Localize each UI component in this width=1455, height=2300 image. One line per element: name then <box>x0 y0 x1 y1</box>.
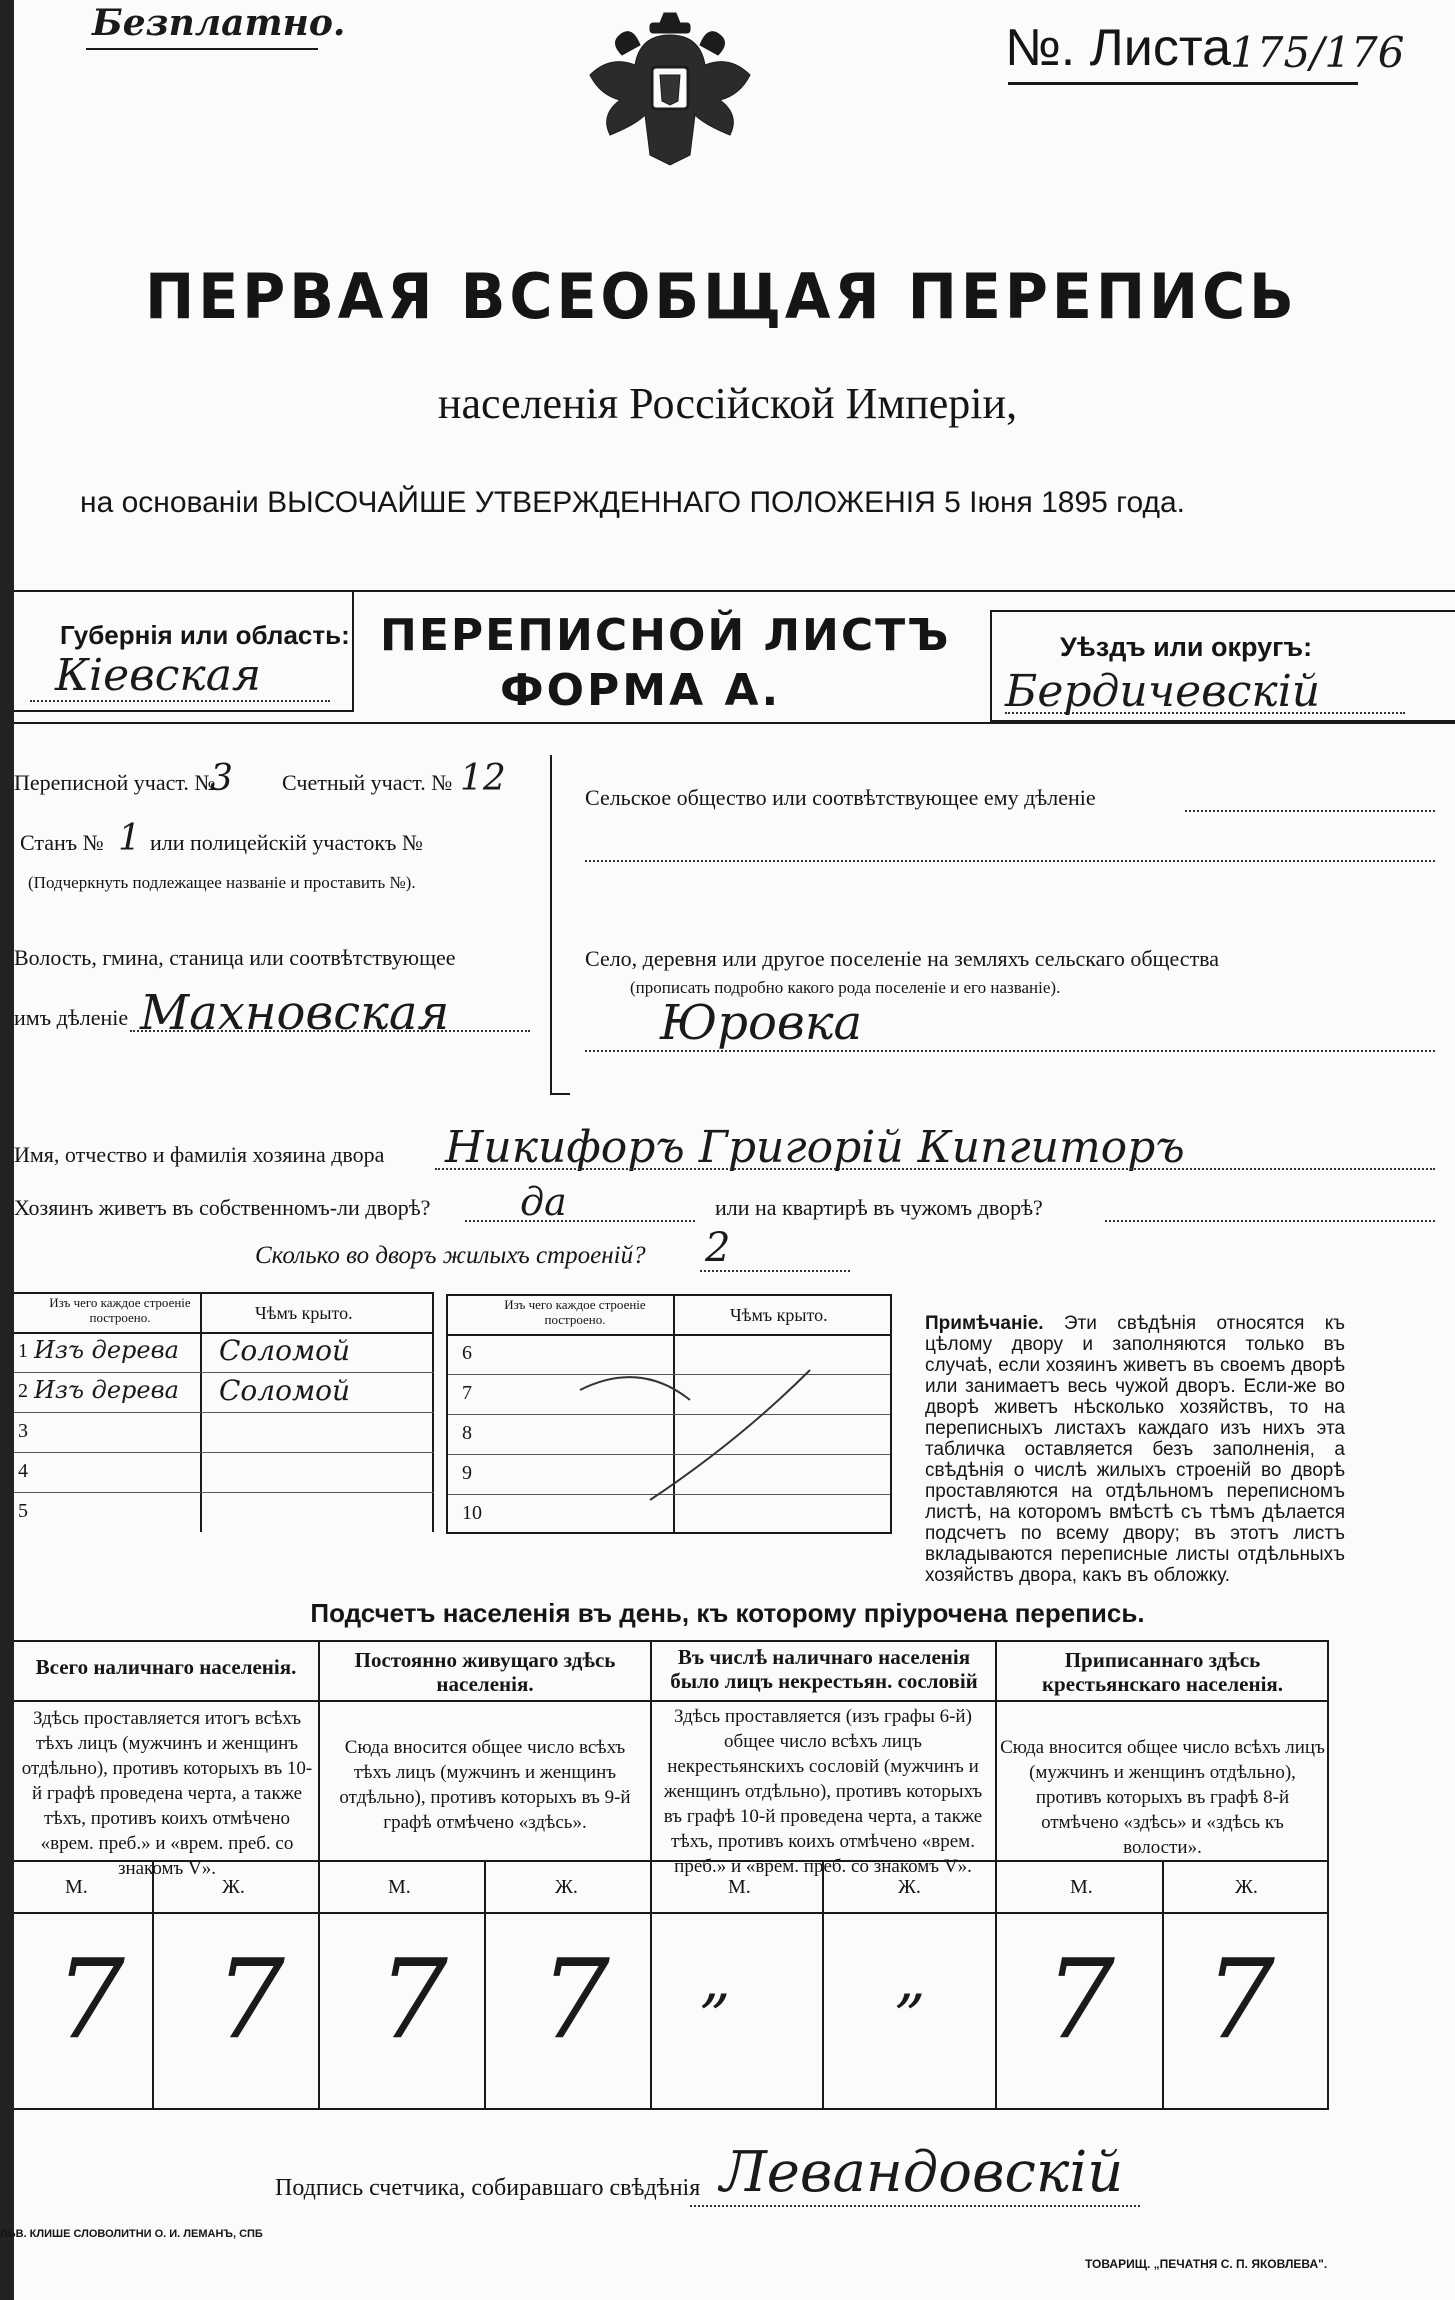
count-m-2: 7 <box>378 1935 448 2063</box>
count-m-3: „ <box>700 1945 732 2015</box>
count-sub-divider-4 <box>1162 1860 1164 2110</box>
bt-col-roof-2: Чѣмъ крыто. <box>730 1305 828 1325</box>
count-f-2: 7 <box>540 1935 610 2063</box>
selo-note: (прописать подробно какого рода поселеніе и его названіе). <box>630 978 1061 997</box>
form-title: ПЕРЕПИСНОЙ ЛИСТЪ <box>380 610 951 661</box>
count-desc-3: Здѣсь проставляется (изъ графы 6-й) общее число всѣхъ лицъ некрестьянскихъ сословій (мужчинъ и женщинъ отдѣльно), противъ которыхъ въ графѣ 10-й проведена черта, а также тѣхъ, противъ коихъ отмѣчено «врем. преб.» и «врем. преб. со знакомъ V». <box>663 1706 983 1877</box>
count-desc-1: Здѣсь проставляется итогъ всѣхъ тѣхъ лицъ (мужчинъ и женщинъ отдѣльно), противъ которыхъ въ 10-й графѣ проведена черта, а также тѣхъ, противъ коихъ отмѣчено «врем. преб.» и «врем. преб. со знакомъ V». <box>21 1708 313 1879</box>
row-number: 2 <box>18 1380 28 1402</box>
basis-line: на основаніи ВЫСОЧАЙШЕ УТВЕРЖДЕННАГО ПОЛОЖЕНІЯ 5 Іюня 1895 года. <box>80 486 1186 519</box>
stan-value: 1 <box>118 818 141 859</box>
bt-col-material-2: Изъ чего каждое строеніе построено. <box>504 1297 646 1327</box>
free-label: Безплатно. <box>92 2 346 44</box>
volost-label: Волость, гмина, станица или соотвѣтствующее <box>14 945 456 970</box>
printer-left: ЛЬВ. КЛИШЕ СЛОВОЛИТНИ О. И. ЛЕМАНЪ, СПБ <box>0 2228 263 2240</box>
row-material: Изъ дерева <box>34 1336 179 1364</box>
uezd-value: Бердичевскій <box>1005 666 1321 717</box>
f-label-1: Ж. <box>222 1876 245 1898</box>
count-head-2: Постоянно живущаго здѣсь населенія. <box>354 1648 616 1696</box>
bt-col-material: Изъ чего каждое строеніе построено. <box>49 1295 191 1325</box>
count-head-3: Въ числѣ наличнаго населенія было лицъ некрестьян. сословій <box>670 1645 978 1693</box>
fields-divider <box>550 755 552 1095</box>
stan-label: Станъ № <box>20 830 104 855</box>
row-number: 3 <box>18 1420 28 1442</box>
note-text: Эти свѣдѣнія относятся къ цѣлому двору и заполняются только въ случаѣ, если хозяинъ живетъ въ своемъ дворѣ или занимаетъ весь чужой дворъ. Если-же во дворѣ живетъ нѣсколько хозяйствъ, то на переписныхъ листахъ каждаго изъ нихъ эта табличка оставляется безъ заполненія, а свѣдѣнія о числѣ жилыхъ строеній во дворѣ проставляются на отдѣльномъ переписномъ листѣ, на которомъ вмѣстѣ съ тѣмъ дѣлается подсчетъ по всему двору; въ этотъ листъ вкладываются переписные листы отдѣльныхъ хозяйствъ двора, какъ въ обложку. <box>925 1313 1345 1586</box>
count-desc-4: Сюда вносится общее число всѣхъ лицъ (мужчинъ и женщинъ отдѣльно), противъ которыхъ въ графѣ 8-й отмѣчено «здѣсь» и «здѣсь къ волости». <box>1000 1737 1325 1858</box>
count-desc-2: Сюда вносится общее число всѣхъ тѣхъ лицъ (мужчинъ и женщинъ отдѣльно), противъ которыхъ въ 9-й графѣ отмѣчено «здѣсь». <box>339 1737 631 1833</box>
header-bottom-rule <box>14 722 1455 724</box>
table-row <box>14 1372 434 1413</box>
free-underline <box>86 48 318 50</box>
uezd-label: Уѣздъ или округъ: <box>1060 632 1313 662</box>
count-f-1: 7 <box>215 1935 285 2063</box>
sheet-number-underline <box>1008 82 1358 85</box>
count-head-1: Всего наличнаго населенія. <box>35 1655 297 1679</box>
table-row <box>14 1452 434 1493</box>
signature-dots <box>690 2205 1140 2207</box>
selo-value: Юровка <box>660 995 863 1051</box>
police-label: или полицейскій участокъ № <box>150 830 423 855</box>
gubernia-dots <box>30 700 330 702</box>
volost-dots <box>130 1030 530 1032</box>
bt-col-roof: Чѣмъ крыто. <box>255 1303 353 1323</box>
rent-dots <box>1105 1220 1435 1222</box>
buildings-dots <box>700 1270 850 1272</box>
row-roof: Соломой <box>219 1374 351 1407</box>
count-f-3: „ <box>895 1945 927 2015</box>
row-number: 6 <box>462 1342 472 1364</box>
selo-dots <box>585 1050 1435 1052</box>
count-sub-divider-1 <box>152 1860 154 2110</box>
count-sub-divider-2 <box>484 1860 486 2110</box>
divider-tick <box>550 1093 570 1095</box>
society-dots-2 <box>585 860 1435 862</box>
note-title: Примѣчаніе. <box>925 1313 1044 1334</box>
row-number: 7 <box>462 1382 472 1404</box>
count-head-4: Приписаннаго здѣсь крестьянскаго населенія. <box>1041 1648 1284 1696</box>
page-subtitle: населенія Россійской Имперіи, <box>437 379 1018 428</box>
f-label-3: Ж. <box>898 1876 921 1898</box>
own-yard-dots <box>465 1220 695 1222</box>
row-material: Изъ дерева <box>34 1376 179 1404</box>
strike-through-line <box>520 1350 840 1530</box>
count-m-4: 7 <box>1045 1935 1115 2063</box>
sheet-number-value: 175/176 <box>1230 28 1405 77</box>
uchast-label: Переписной участ. № <box>14 770 216 795</box>
own-yard-label: Хозяинъ живетъ въ собственномъ-ли дворѣ? <box>14 1195 431 1220</box>
schet-label: Счетный участ. № <box>282 770 453 795</box>
note-block <box>925 1313 1345 1586</box>
m-label-3: М. <box>728 1876 751 1898</box>
uchast-value: 3 <box>210 758 233 799</box>
f-label-4: Ж. <box>1235 1876 1258 1898</box>
rent-label: или на квартирѣ въ чужомъ дворѣ? <box>715 1195 1043 1220</box>
bt-left-top <box>14 1292 434 1294</box>
m-label-2: М. <box>388 1876 411 1898</box>
table-row <box>14 1412 434 1453</box>
count-mf-rule <box>14 1912 1329 1914</box>
uezd-dots <box>1005 712 1405 714</box>
m-label-1: М. <box>65 1876 88 1898</box>
count-title: Подсчетъ населенія въ день, къ которому пріурочена перепись. <box>310 1598 1145 1628</box>
count-col-divider-2 <box>650 1640 652 2110</box>
scan-edge <box>0 0 14 2300</box>
page-title: ПЕРВАЯ ВСЕОБЩАЯ ПЕРЕПИСЬ <box>145 260 1298 333</box>
society-label: Сельское общество или соотвѣтствующее ему дѣленіе <box>585 785 1096 810</box>
gubernia-label: Губернія или область: <box>60 620 350 650</box>
row-number: 1 <box>18 1340 28 1362</box>
signature-label: Подпись счетчика, собиравшаго свѣдѣнія <box>275 2175 701 2201</box>
count-col-divider-1 <box>318 1640 320 2110</box>
count-f-4: 7 <box>1205 1935 1275 2063</box>
buildings-value: 2 <box>705 1225 731 1271</box>
row-number: 10 <box>462 1502 482 1524</box>
owner-name-value: Никифоръ Григорій Кипгиторъ <box>445 1122 1185 1173</box>
row-number: 9 <box>462 1462 472 1484</box>
row-number: 4 <box>18 1460 28 1482</box>
own-yard-value: да <box>520 1180 567 1224</box>
society-dots <box>1185 810 1435 812</box>
signature-value: Левандовскій <box>720 2140 1124 2205</box>
selo-label: Село, деревня или другое поселеніе на земляхъ сельскаго общества <box>585 946 1220 971</box>
row-number: 8 <box>462 1422 472 1444</box>
row-number: 5 <box>18 1500 28 1522</box>
underline-note: (Подчеркнуть подлежащее названіе и проставить №). <box>28 873 416 892</box>
count-m-1: 7 <box>55 1935 125 2063</box>
volost-label-2: имъ дѣленіе <box>14 1005 129 1030</box>
form-subtitle: ФОРМА А. <box>500 665 782 716</box>
schet-value: 12 <box>460 758 506 799</box>
volost-value: Махновская <box>140 985 450 1041</box>
owner-name-label: Имя, отчество и фамилія хозяина двора <box>14 1142 385 1167</box>
count-col-divider-3 <box>995 1640 997 2110</box>
count-head-rule <box>14 1700 1329 1702</box>
table-row <box>14 1492 434 1532</box>
f-label-2: Ж. <box>555 1876 578 1898</box>
count-sub-divider-3 <box>822 1860 824 2110</box>
double-headed-eagle-emblem <box>580 5 760 170</box>
sheet-number-label: №. Листа <box>1005 19 1232 77</box>
row-roof: Соломой <box>219 1334 351 1367</box>
m-label-4: М. <box>1070 1876 1093 1898</box>
gubernia-value: Кіевская <box>55 650 262 701</box>
printer-right: ТОВАРИЩ. „ПЕЧАТНЯ С. П. ЯКОВЛЕВА". <box>1085 2257 1328 2271</box>
owner-name-dots <box>435 1168 1435 1170</box>
table-row <box>14 1332 434 1373</box>
buildings-label: Сколько во дворъ жилыхъ строеній? <box>255 1242 646 1269</box>
